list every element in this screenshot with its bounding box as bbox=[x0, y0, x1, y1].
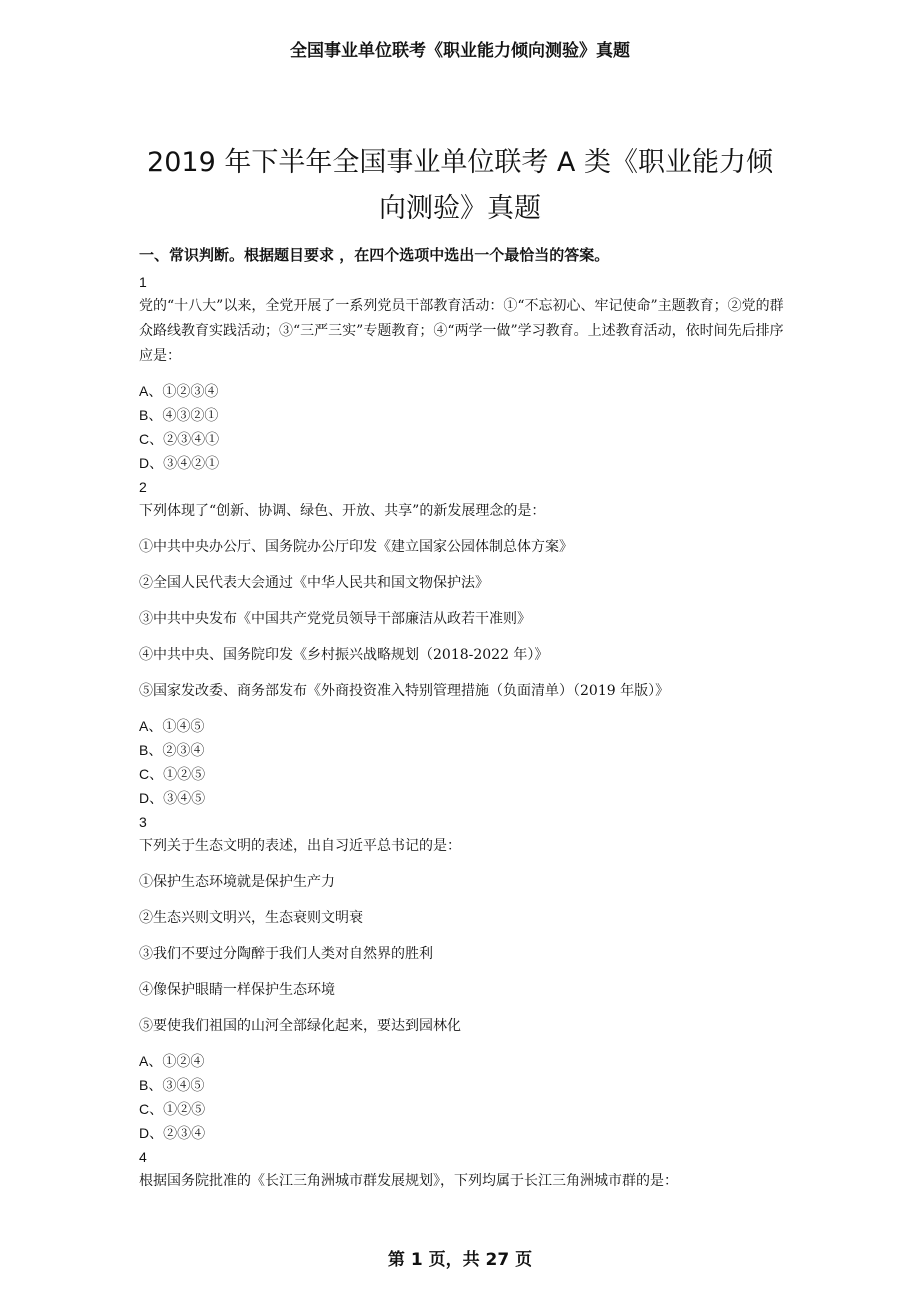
question-number: 1 bbox=[139, 274, 147, 290]
question-number: 3 bbox=[139, 814, 147, 830]
option-b: B、②③④ bbox=[139, 742, 205, 758]
statement-item: ④中共中央、国务院印发《乡村振兴战略规划（2018-2022 年）》 bbox=[139, 647, 549, 663]
question-stem: 根据国务院批准的《长江三角洲城市群发展规划》，下列均属于长江三角洲城市群的是： bbox=[139, 1173, 678, 1189]
option-list bbox=[139, 379, 789, 475]
question-stem: 下列体现了“创新、协调、绿色、开放、共享”的新发展理念的是： bbox=[139, 503, 546, 519]
question-number: 2 bbox=[139, 479, 147, 495]
option-c: C、②③④① bbox=[139, 431, 220, 447]
document-body bbox=[139, 240, 789, 1194]
page-footer: 第 1 页，共 27 页 bbox=[387, 1250, 533, 1270]
option-d: D、③④②① bbox=[139, 455, 220, 471]
question-number: 4 bbox=[139, 1149, 147, 1165]
statement-item: ②生态兴则文明兴，生态衰则文明衰 bbox=[139, 910, 363, 926]
option-b: B、④③②① bbox=[139, 407, 219, 423]
running-header: 全国事业单位联考《职业能力倾向测验》真题 bbox=[290, 41, 630, 61]
option-a: A、①④⑤ bbox=[139, 718, 205, 734]
statement-item: ①中共中央办公厅、国务院办公厅印发《建立国家公园体制总体方案》 bbox=[139, 539, 573, 555]
statement-item: ②全国人民代表大会通过《中华人民共和国文物保护法》 bbox=[139, 575, 489, 591]
option-c: C、①②⑤ bbox=[139, 1101, 206, 1117]
option-d: D、③④⑤ bbox=[139, 790, 206, 806]
statement-item: ①保护生态环境就是保护生产力 bbox=[139, 874, 335, 890]
option-a: A、①②④ bbox=[139, 1053, 205, 1069]
section-heading: 一、常识判断。根据题目要求 ，在四个选项中选出一个最恰当的答案。 bbox=[139, 246, 610, 264]
question-4 bbox=[139, 1145, 789, 1194]
option-list bbox=[139, 714, 789, 810]
option-d: D、②③④ bbox=[139, 1125, 206, 1141]
title-line-1: 2019 年下半年全国事业单位联考 A 类《职业能力倾 bbox=[147, 147, 773, 178]
option-list bbox=[139, 1049, 789, 1145]
question-2 bbox=[139, 475, 789, 810]
option-a: A、①②③④ bbox=[139, 383, 219, 399]
document-title bbox=[120, 140, 800, 232]
option-c: C、①②⑤ bbox=[139, 766, 206, 782]
title-line-2: 向测验》真题 bbox=[379, 193, 541, 224]
statement-item: ⑤国家发改委、商务部发布《外商投资准入特别管理措施（负面清单）（2019 年版）》 bbox=[139, 683, 670, 699]
question-1 bbox=[139, 270, 789, 475]
statement-item: ⑤要使我们祖国的山河全部绿化起来，要达到园林化 bbox=[139, 1018, 461, 1034]
option-b: B、③④⑤ bbox=[139, 1077, 205, 1093]
statement-list bbox=[139, 870, 789, 1039]
question-stem: 下列关于生态文明的表述，出自习近平总书记的是： bbox=[139, 838, 461, 854]
question-stem: 党的“十八大”以来，全党开展了一系列党员干部教育活动：①“不忘初心、牢记使命”主题教育；②党的群众路线教育实践活动；③“三严三实”专题教育；④“两学一做”学习教育。上述教育活动，依时间先后排序应是： bbox=[139, 298, 784, 364]
statement-list bbox=[139, 535, 789, 704]
question-3 bbox=[139, 810, 789, 1145]
statement-item: ③中共中央发布《中国共产党党员领导干部廉洁从政若干准则》 bbox=[139, 611, 531, 627]
statement-item: ④像保护眼睛一样保护生态环境 bbox=[139, 982, 335, 998]
statement-item: ③我们不要过分陶醉于我们人类对自然界的胜利 bbox=[139, 946, 433, 962]
